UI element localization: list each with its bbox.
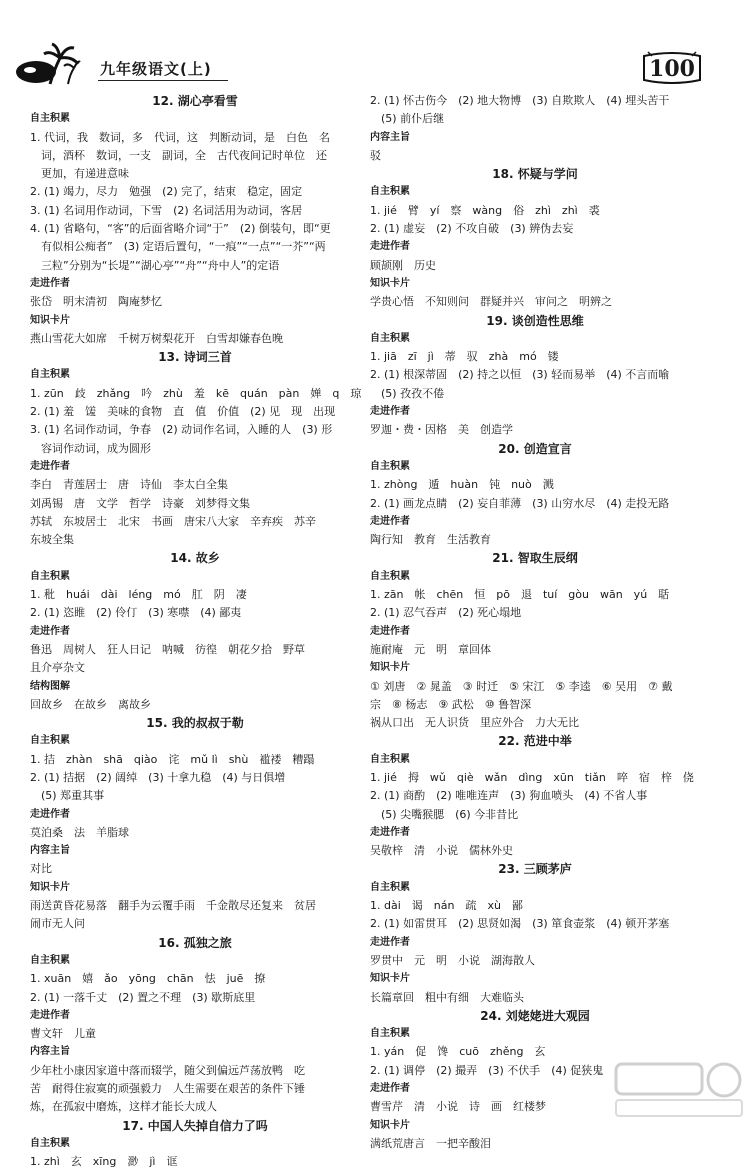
answer-line: 驳 [370,148,381,162]
answer-line: (5) 郑重其事 [30,789,105,803]
section-title: 23. 三顾茅庐 [498,862,572,877]
subsection-heading: 走进作者 [370,406,410,418]
answer-line: 4. (1) 省略句，“客”的后面省略介词“于” (2) 倒装句，即“更 [30,222,331,236]
subsection-heading: 走进作者 [30,625,70,637]
section-title: 21. 智取生辰纲 [492,551,578,566]
answer-line: 东坡全集 [30,533,74,547]
answer-line: 1. xuān 嬉 ǎo yōng chān 怯 juē 撩 [30,972,266,986]
answer-line: 2. (1) 恣睢 (2) 伶仃 (3) 寒噤 (4) 鄙夷 [30,606,242,620]
answer-line: 1. jiā zī jì 蒂 驭 zhà mó 镂 [370,350,559,364]
subsection-heading: 走进作者 [370,515,410,527]
subsection-heading: 自主积累 [370,332,410,344]
answer-line: 祸从口出 无人识货 里应外合 力大无比 [370,716,579,730]
subsection-heading: 自主积累 [30,735,70,747]
answer-line: 曹雪芹 清 小说 诗 画 红楼梦 [370,1100,546,1114]
palm-tree-logo-icon [14,40,80,88]
answer-line: 对比 [30,862,52,876]
answer-line: 有似相公痴者” (3) 定语后置句，“一痕”“一点”“一芥”“两 [30,240,326,254]
answer-line: 2. (1) 怀古伤今 (2) 地大物博 (3) 自欺欺人 (4) 埋头苦干 [370,94,670,107]
subsection-heading: 自主积累 [370,1028,410,1040]
answer-line: 1. 秕 huái dài léng mó 肛 阴 凄 [30,588,247,602]
answer-line: 1. zān 帐 chēn 恒 pō 退 tuí gòu wān yú 聒 [370,588,670,602]
answer-line: 炼，在孤寂中磨炼，这样才能长大成人 [30,1100,217,1114]
answer-line: 3. (1) 名词用作动词，下雪 (2) 名词活用为动词，客居 [30,203,303,217]
answer-line: 2. (1) 虚妄 (2) 不攻自破 (3) 辨伪去妄 [370,222,574,236]
answer-line: 罗贯中 元 明 小说 湖海散人 [370,953,535,967]
section-title: 13. 诗词三首 [158,350,232,365]
answer-line: 3. (1) 名词作动词，争春 (2) 动词作名词，入睡的人 (3) 形 [30,423,333,437]
answer-line: 2. (1) 调停 (2) 撮弄 (3) 不伏手 (4) 促狭鬼 [370,1063,604,1077]
answer-line: (5) 尖嘴猴腮 (6) 今非昔比 [370,807,519,821]
section-title: 15. 我的叔叔于勒 [146,716,244,731]
answer-line: 1. zhì 玄 xīng 渺 jì 诓 [30,1155,178,1169]
section-title: 20. 创造宣言 [498,441,572,456]
section-title: 14. 故乡 [170,551,220,566]
answer-line: 容词作动词，成为圆形 [30,441,151,455]
page-header [0,0,750,96]
answer-line: 陶行知 教育 生活教育 [370,533,491,547]
watermark-logo-icon [612,1058,747,1120]
answer-line: 苏轼 东坡居士 北宋 书画 唐宋八大家 辛弃疾 苏辛 [30,514,316,528]
answer-line: 2. (1) 忍气吞声 (2) 死心塌地 [370,606,522,620]
subsection-heading: 知识卡片 [370,1119,410,1131]
answer-line: (5) 前仆后继 [370,112,445,126]
answer-line: 2. (1) 羞 馐 美味的食物 直 值 价值 (2) 见 现 出现 [30,405,336,419]
subsection-heading: 自主积累 [30,954,70,966]
left-column [30,92,362,1169]
answer-line: 2. (1) 拮据 (2) 阔绰 (3) 十拿九稳 (4) 与日俱增 [30,770,286,784]
answer-line: 张岱 明末清初 陶庵梦忆 [30,295,162,309]
subsection-heading: 自主积累 [30,113,70,125]
answer-line: 1. zhòng 遁 huàn 钝 nuò 溅 [370,478,554,492]
answer-line: 曹文轩 儿童 [30,1027,96,1041]
subsection-heading: 知识卡片 [370,973,410,985]
answer-line: 闹市无人问 [30,917,85,931]
answer-line: 莫泊桑 法 羊脂球 [30,825,129,839]
answer-line: 2. (1) 一落千丈 (2) 置之不理 (3) 歇斯底里 [30,990,256,1004]
answer-line: 鲁迅 周树人 狂人日记 呐喊 彷徨 朝花夕拾 野草 [30,642,305,656]
answer-line: 顾颉刚 历史 [370,258,436,272]
answer-line: 少年杜小康因家道中落而辍学，随父到偏远芦荡放鸭 吃 [30,1063,305,1077]
subsection-heading: 自主积累 [370,881,410,893]
title-underline [98,80,228,81]
answer-line: 2. (1) 竭力，尽力 勉强 (2) 完了，结束 稳定，固定 [30,185,303,199]
answer-line: (5) 孜孜不倦 [370,386,445,400]
answer-line: 2. (1) 商酌 (2) 唯唯连声 (3) 狗血喷头 (4) 不省人事 [370,789,648,803]
subsection-heading: 内容主旨 [30,845,70,857]
answer-line: 燕山雪花大如席 千树万树梨花开 白雪却嫌春色晚 [30,331,283,345]
subsection-heading: 走进作者 [370,826,410,838]
subsection-heading: 走进作者 [370,241,410,253]
right-column [370,92,700,1150]
section-title: 24. 刘姥姥进大观园 [480,1008,590,1023]
subsection-heading: 走进作者 [370,1083,410,1095]
answer-line: 更加，有递进意味 [30,167,129,181]
section-title: 19. 谈创造性思维 [486,313,584,328]
answer-line: 1. dài 谒 nán 疏 xù 鄙 [370,899,523,913]
subsection-heading: 自主积累 [30,369,70,381]
answer-line: 2. (1) 根深蒂固 (2) 持之以恒 (3) 轻而易举 (4) 不言而喻 [370,368,670,382]
subsection-heading: 知识卡片 [30,314,70,326]
answer-line: 1. 拮 zhàn shā qiào 诧 mǔ lì shù 褴褛 糟蹋 [30,752,315,766]
answer-line: 刘禹锡 唐 文学 哲学 诗豪 刘梦得文集 [30,496,250,510]
answer-line: 吴敬梓 清 小说 儒林外史 [370,844,513,858]
answer-line: 1. yán 促 馋 cuō zhěng 玄 [370,1045,546,1059]
subsection-heading: 自主积累 [370,753,410,765]
subsection-heading: 自主积累 [370,186,410,198]
subsection-heading: 内容主旨 [30,1046,70,1058]
answer-line: 1. jié 拇 wǔ qiè wǎn dìng xūn tiǎn 啐 宿 梓 侥 [370,770,694,784]
answer-line: ① 刘唐 ② 晁盖 ③ 时迁 ⑤ 宋江 ⑤ 李逵 ⑥ 吴用 ⑦ 戴 [370,679,673,693]
subsection-heading: 走进作者 [30,1009,70,1021]
subsection-heading: 自主积累 [370,570,410,582]
section-title: 16. 孤独之旅 [158,935,232,950]
subsection-heading: 走进作者 [30,460,70,472]
subsection-heading: 自主积累 [30,1137,70,1149]
subsection-heading: 走进作者 [370,625,410,637]
answer-line: 1. 代词，我 数词，多 代词，这 判断动词，是 白色 名 [30,130,330,144]
answer-line: 满纸荒唐言 一把辛酸泪 [370,1136,491,1150]
subsection-heading: 自主积累 [30,570,70,582]
answer-line: 1. jié 臂 yí 察 wàng 俗 zhì zhì 裘 [370,203,600,217]
subsection-heading: 自主积累 [370,460,410,472]
subsection-heading: 走进作者 [30,277,70,289]
answer-line: 罗迦・费・因格 美 创造学 [370,423,513,437]
subsection-heading: 知识卡片 [370,277,410,289]
subsection-heading: 走进作者 [30,808,70,820]
subsection-heading: 走进作者 [370,936,410,948]
subsection-heading: 知识卡片 [370,662,410,674]
answer-line: 学贵心悟 不知则问 群疑并兴 审问之 明辨之 [370,295,612,309]
answer-line: 回故乡 在故乡 离故乡 [30,697,151,711]
answer-line: 且介亭杂文 [30,661,85,675]
answer-line: 施耐庵 元 明 章回体 [370,642,491,656]
answer-line: 雨送黄昏花易落 翻手为云覆手雨 千金散尽还复来 贫居 [30,899,316,913]
section-title: 12. 湖心亭看雪 [152,94,238,108]
answer-line: 2. (1) 如雷贯耳 (2) 思贤如渴 (3) 箪食壶浆 (4) 顿开茅塞 [370,917,670,931]
book-title: 九年级语文(上) [100,60,212,78]
answer-line: 三粒”分别为“长堤”“湖心亭”“舟”“舟中人”的定语 [30,258,280,272]
answer-line: 词，酒杯 数词，一支 副词，全 古代夜间记时单位 还 [30,148,327,162]
score-badge-text: 100 [649,56,695,82]
subsection-heading: 内容主旨 [370,131,410,143]
answer-line: 李白 青莲居士 唐 诗仙 李太白全集 [30,478,228,492]
answer-line: 2. (1) 画龙点睛 (2) 妄自菲薄 (3) 山穷水尽 (4) 走投无路 [370,496,670,510]
section-title: 18. 怀疑与学问 [492,167,578,182]
answer-line: 长篇章回 粗中有细 大难临头 [370,990,524,1004]
answer-line: 1. zūn 歧 zhǎng 吟 zhù 羞 kē quán pàn 婵 q 琼 [30,386,362,400]
answer-line: 苦 耐得住寂寞的顽强毅力 人生需要在艰苦的条件下锤 [30,1082,305,1096]
answer-line: 宗 ⑧ 杨志 ⑨ 武松 ⑩ 鲁智深 [370,697,532,711]
section-title: 17. 中国人失掉自信力了吗 [122,1118,268,1133]
section-title: 22. 范进中举 [498,734,572,749]
subsection-heading: 知识卡片 [30,881,70,893]
subsection-heading: 结构图解 [30,680,70,692]
